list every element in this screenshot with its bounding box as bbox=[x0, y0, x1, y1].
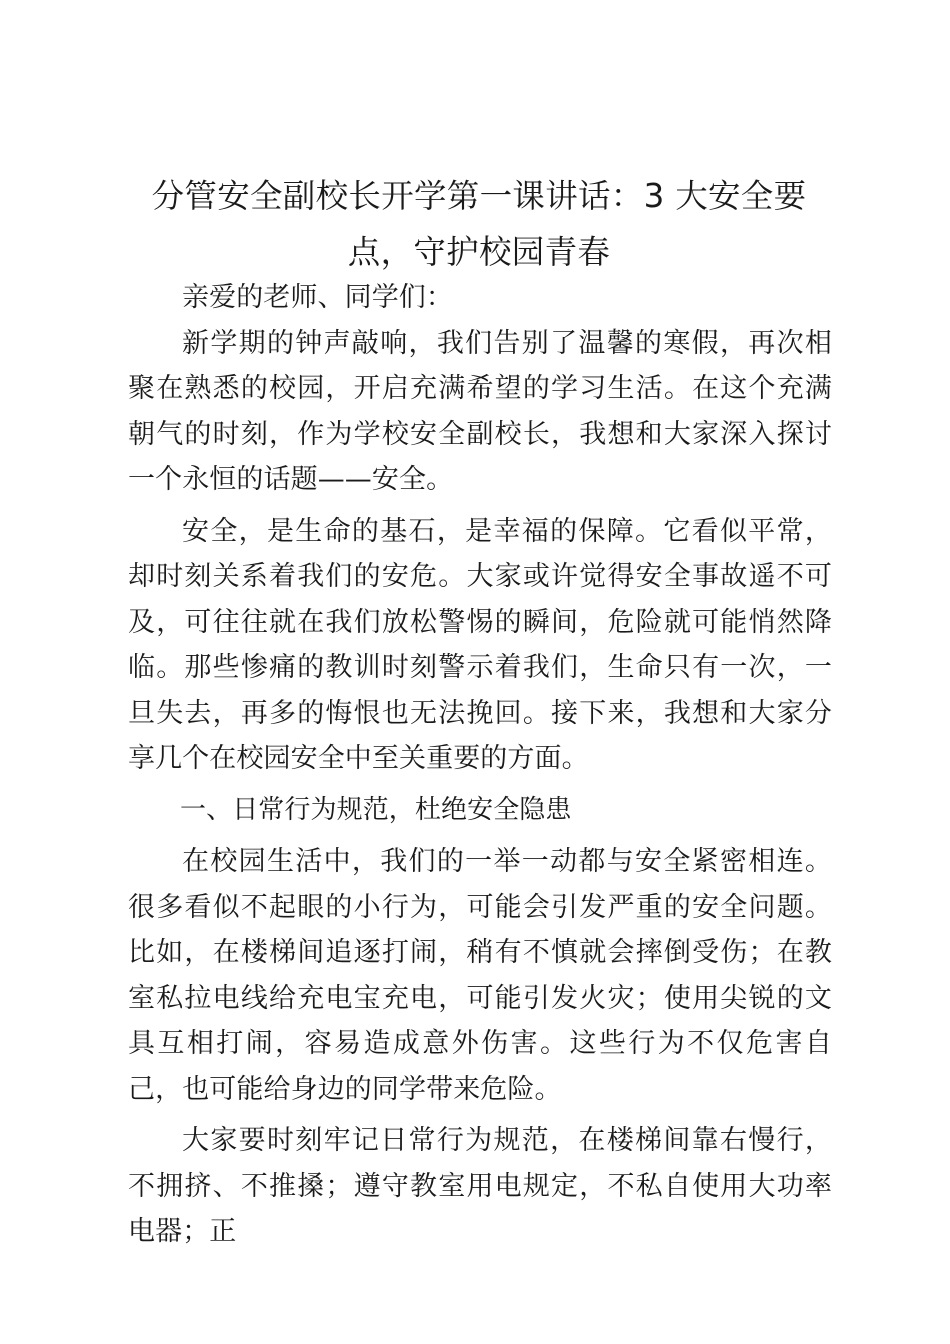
section-heading: 一、日常行为规范，杜绝安全隐患 bbox=[180, 794, 572, 825]
document-title: 分管安全副校长开学第一课讲话：3 大安全要点，守护校园青春 bbox=[151, 177, 807, 271]
document-body bbox=[128, 275, 832, 1261]
body-paragraph: 大家要时刻牢记日常行为规范，在楼梯间靠右慢行，不拥挤、不推搡；遵守教室用电规定，不私自使用大功率电器；正 bbox=[128, 1125, 832, 1247]
body-paragraph: 新学期的钟声敲响，我们告别了温馨的寒假，再次相聚在熟悉的校园，开启充满希望的学习生活。在这个充满朝气的时刻，作为学校安全副校长，我想和大家深入探讨一个永恒的话题——安全。 bbox=[128, 327, 832, 495]
body-paragraph: 在校园生活中，我们的一举一动都与安全紧密相连。很多看似不起眼的小行为，可能会引发严重的安全问题。比如，在楼梯间追逐打闹，稍有不慎就会摔倒受伤；在教室私拉电线给充电宝充电，可能引发火灾；使用尖锐的文具互相打闹，容易造成意外伤害。这些行为不仅危害自己，也可能给身边的同学带来危险。 bbox=[128, 846, 832, 1105]
body-paragraph: 安全，是生命的基石，是幸福的保障。它看似平常，却时刻关系着我们的安危。大家或许觉得安全事故遥不可及，可往往就在我们放松警惕的瞬间，危险就可能悄然降临。那些惨痛的教训时刻警示着我们，生命只有一次，一旦失去，再多的悔恨也无法挽回。接下来，我想和大家分享几个在校园安全中至关重要的方面。 bbox=[128, 515, 832, 774]
salutation-paragraph: 亲爱的老师、同学们： bbox=[182, 282, 453, 313]
